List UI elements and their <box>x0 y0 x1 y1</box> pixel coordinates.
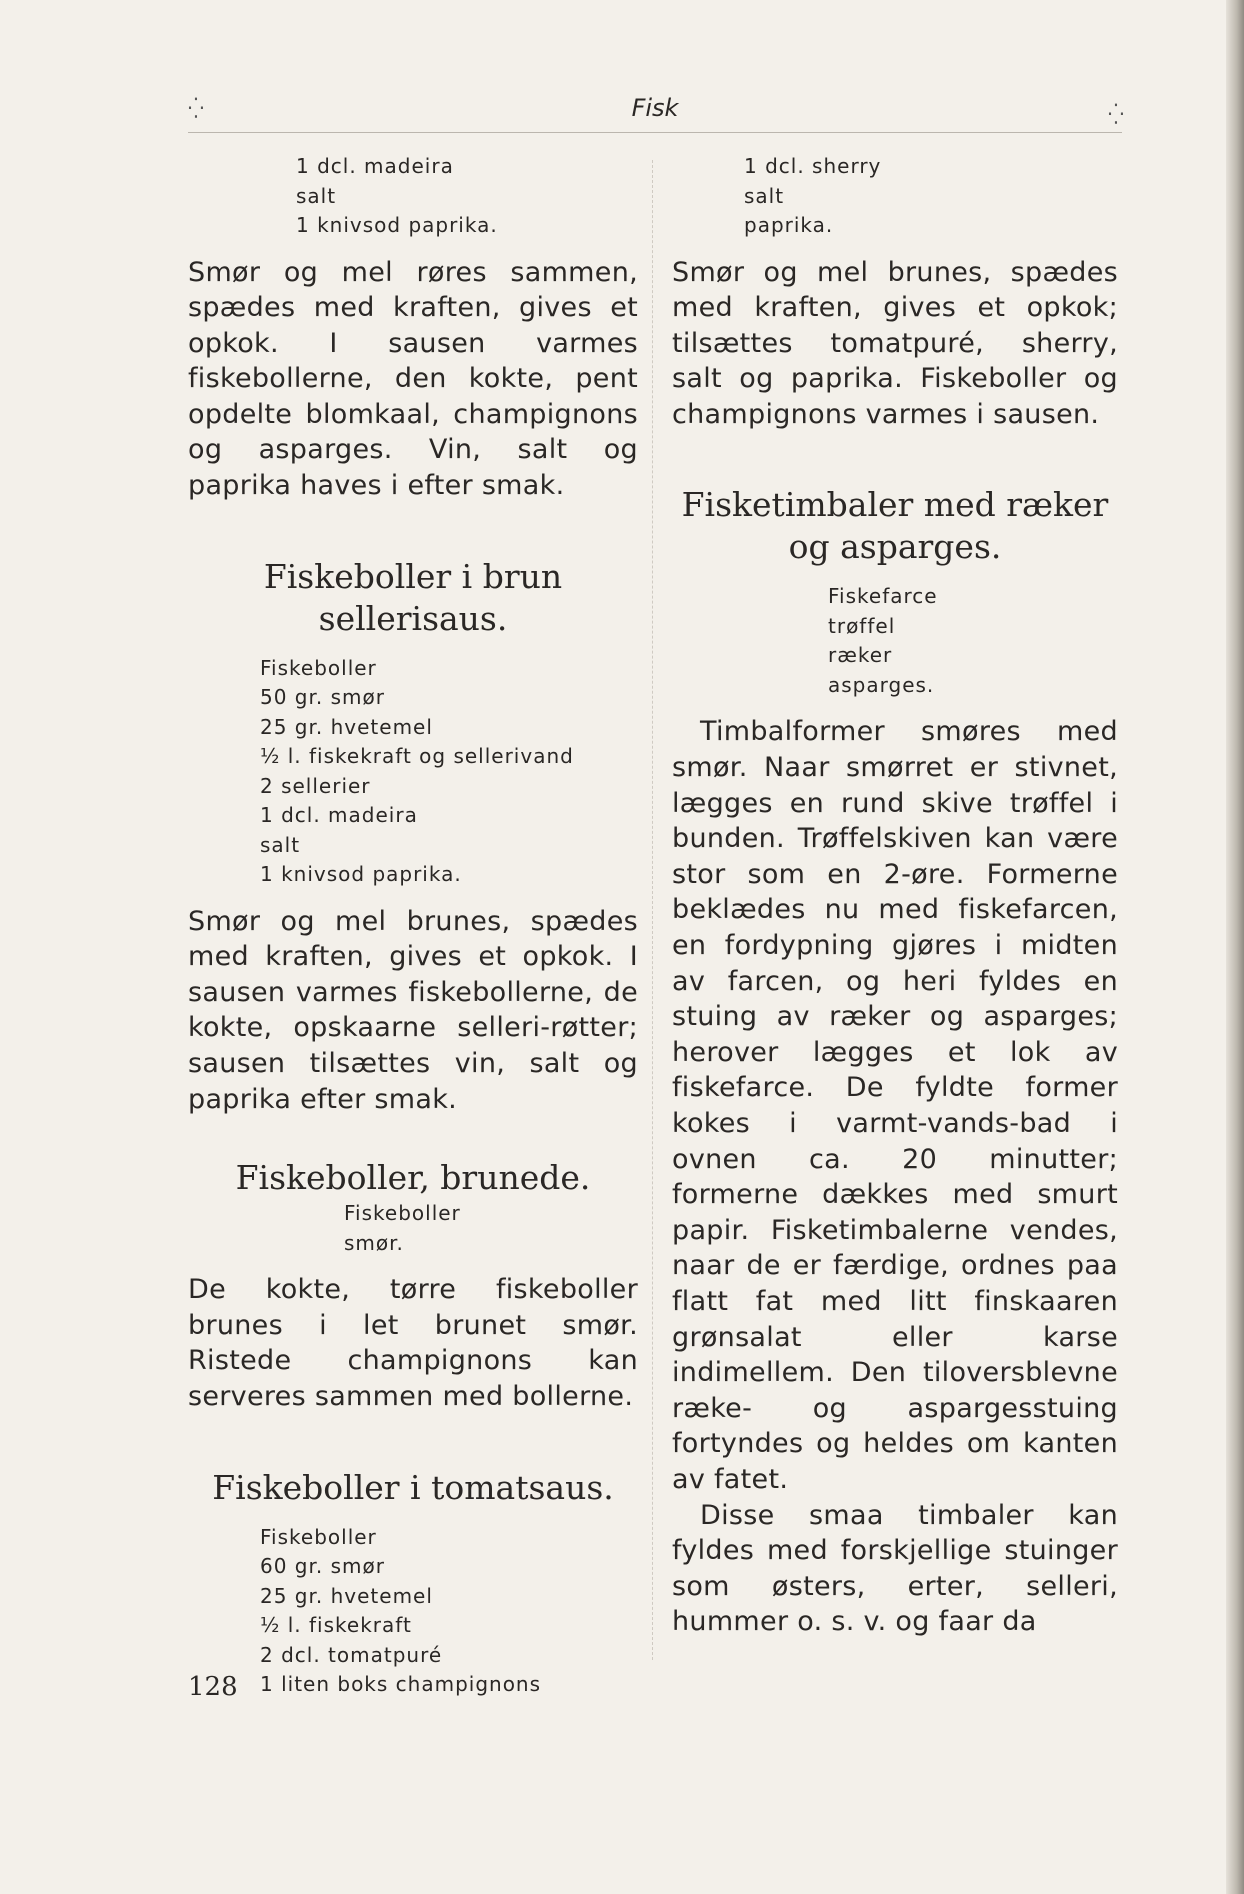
ingredient: 1 dcl. madeira <box>296 154 454 178</box>
ingredient: ½ l. fiskekraft <box>260 1613 412 1638</box>
ingredient: 60 gr. smør <box>260 1554 385 1579</box>
ingredient-list <box>188 152 638 241</box>
ingredient: 50 gr. smør <box>260 685 385 710</box>
ingredient-list <box>188 654 638 890</box>
ingredient-list <box>188 1523 638 1700</box>
paragraph: Timbalformer smøres med smør. Naar smørret er stivnet, lægges en rund skive trøffel i bunden. Trøffelskiven kan være stor som en 2-øre. Formerne beklædes nu med fiskefarcen, en fordypning gjøres i midten av farcen, og heri fyldes en stuing av ræker og asparges; herover lægges et lok av fiskefarce. De fyldte former kokes i varmt-vands-bad i ovnen ca. 20 minutter; formerne dækkes med smurt papir. Fisketimbalerne vendes, naar de er færdige, ordnes paa flatt fat med litt finskaaren grønsalat eller karse indimellem. Den tiloversblevne ræke- og aspargesstuing fortyndes og heldes om kanten av fatet. <box>672 716 1118 1495</box>
page-number: 128 <box>188 1672 238 1702</box>
ornament-left-icon: ⁛ <box>188 96 202 120</box>
recipe-title: Fiskeboller i tomatsaus. <box>212 1467 614 1507</box>
recipe-title: Fisketimbaler med ræker og asparges. <box>681 485 1109 567</box>
ingredient: 1 knivsod paprika. <box>260 862 462 887</box>
ingredient: asparges. <box>828 672 935 697</box>
paragraph: Smør og mel brunes, spædes med kraften, gives et opkok; tilsættes tomatpuré, sherry, salt og paprika. Fiskeboller og champignons varmes i sausen. <box>672 256 1118 430</box>
paragraph: De kokte, tørre fiskeboller brunes i let brunet smør. Ristede champignons kan serveres sammen med bollerne. <box>188 1274 638 1412</box>
ingredient: salt <box>260 832 301 857</box>
left-column <box>188 152 638 1700</box>
ingredient: 1 dcl. madeira <box>260 803 418 828</box>
ingredient: Fiskeboller <box>260 1524 377 1549</box>
running-header <box>188 92 1122 133</box>
ingredient: smør. <box>344 1230 404 1255</box>
ingredient-list <box>672 152 1118 241</box>
page-edge <box>1226 0 1244 1894</box>
ingredient: salt <box>296 183 337 208</box>
ingredient-list <box>188 1199 638 1258</box>
ingredient: salt <box>744 183 785 208</box>
ingredient: 25 gr. hvetemel <box>260 1583 433 1608</box>
ingredient: 2 sellerier <box>260 773 371 798</box>
ornament-right-icon: ⁛ <box>1108 102 1122 126</box>
running-title: Fisk <box>631 94 679 122</box>
column-divider <box>652 160 653 1660</box>
ingredient: Fiskeboller <box>260 655 377 680</box>
ingredient: Fiskefarce <box>828 584 938 609</box>
ingredient: 1 liten boks champignons <box>260 1672 542 1697</box>
paragraph: Smør og mel brunes, spædes med kraften, gives et opkok. I sausen varmes fiskebollerne, de kokte, opskaarne selleri-røtter; sausen tilsættes vin, salt og paprika efter smak. <box>188 905 638 1115</box>
ingredient: 2 dcl. tomatpuré <box>260 1642 443 1667</box>
ingredient: trøffel <box>828 613 896 638</box>
ingredient: ½ l. fiskekraft og sellerivand <box>260 744 574 769</box>
paragraph: Smør og mel røres sammen, spædes med kraften, gives et opkok. I sausen varmes fiskebollerne, den kokte, pent opdelte blomkaal, champignons og asparges. Vin, salt og paprika haves i efter smak. <box>188 256 638 502</box>
ingredient: 25 gr. hvetemel <box>260 714 433 739</box>
ingredient: 1 dcl. sherry <box>744 154 882 178</box>
recipe-title: Fiskeboller, brunede. <box>235 1158 591 1198</box>
paragraph: Disse smaa timbaler kan fyldes med forskjellige stuinger som østers, erter, selleri, hummer o. s. v. og faar da <box>672 1499 1118 1638</box>
ingredient: paprika. <box>744 213 834 237</box>
ingredient-list <box>672 582 1118 700</box>
ingredient: Fiskeboller <box>344 1201 461 1226</box>
ingredient: ræker <box>828 643 893 668</box>
recipe-title: Fiskeboller i brun sellerisaus. <box>263 556 563 638</box>
ingredient: 1 knivsod paprika. <box>296 213 498 237</box>
right-column <box>672 152 1118 1640</box>
